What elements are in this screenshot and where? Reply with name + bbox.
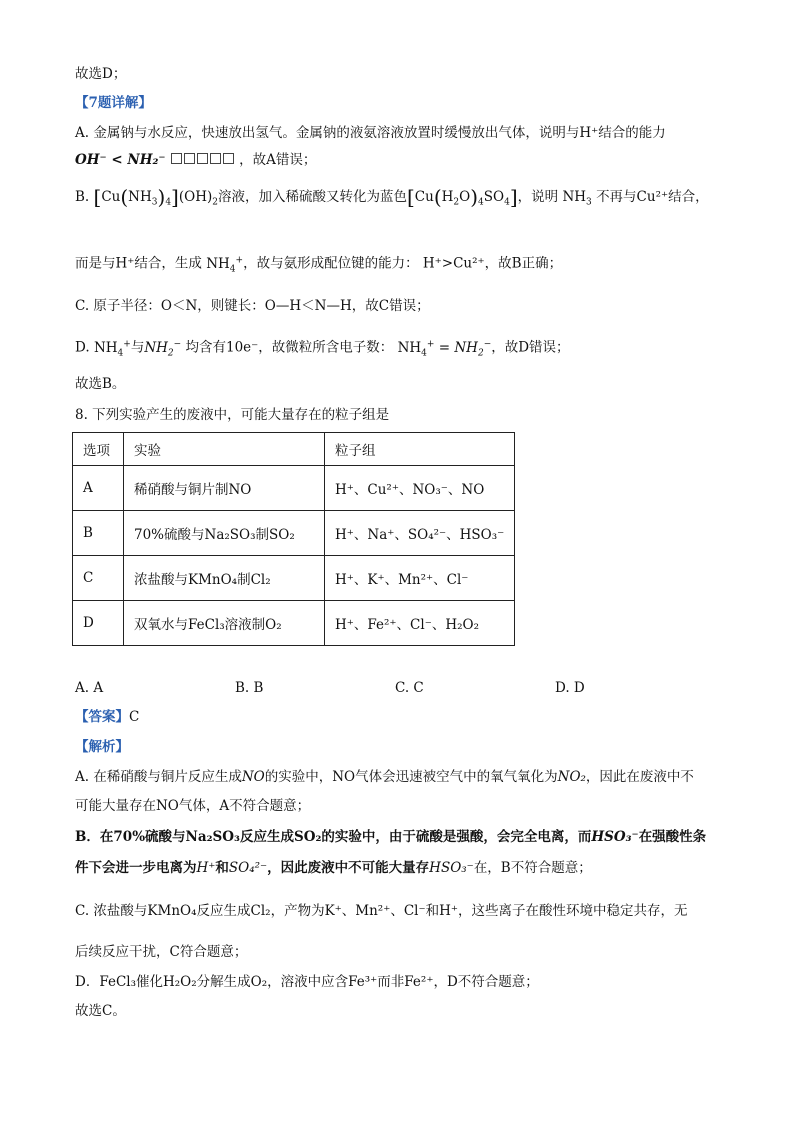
table-header-cell: 粒子组	[325, 433, 515, 466]
q7-option-b-line2	[75, 250, 562, 279]
choice-d: D. D	[555, 680, 585, 696]
q7-option-c: C. 原子半径：O＜N，则键长：O—H＜N—H，故C错误；	[75, 298, 430, 314]
q7-option-b-line1	[75, 187, 709, 213]
analysis-b2-end: 在，B不符合题意；	[473, 860, 592, 876]
analysis-b-line2	[75, 858, 592, 878]
no-formula: NO	[241, 769, 265, 785]
h-cu-comparison: H⁺>Cu²⁺	[422, 255, 485, 272]
ammonium-formula: $NH_4^+$	[93, 339, 131, 359]
q8-stem: 8. 下列实验产生的废液中，可能大量存在的粒子组是	[75, 407, 390, 423]
answer-value: C	[129, 709, 140, 725]
experiment-cell: 浓盐酸与KMnO₄制Cl₂	[124, 556, 325, 601]
analysis-a-mid: 的实验中，NO气体会迅速被空气中的氧气氧化为	[264, 769, 558, 785]
analysis-c-line1	[75, 901, 688, 921]
analysis-a-line2: 可能大量存在NO气体，A不符合题意；	[75, 798, 311, 814]
particles-cell: H⁺、Na⁺、SO₄²⁻、HSO₃⁻	[325, 511, 515, 556]
option-cell: C	[73, 556, 124, 601]
option-d-text2: 均含有10e⁻，故微粒所含电子数：	[185, 339, 394, 356]
option-d-text1: 与	[130, 339, 145, 356]
q7-conclusion: 故选B。	[75, 376, 126, 392]
table-row	[73, 511, 515, 556]
option-b-text1: 溶液，加入稀硫酸又转化为蓝色	[217, 189, 407, 205]
option-d-prefix: D.	[75, 339, 90, 356]
option-b-line2-start: 而是与H⁺结合，生成	[75, 255, 202, 272]
analysis-b2-mid: ，因此废液中不可能大量存	[267, 860, 430, 876]
experiment-cell: 双氧水与FeCl₃溶液制O₂	[124, 601, 325, 646]
q7-option-a-line1: A. 金属钠与水反应，快速放出氢气。金属钠的液氨溶液放置时缓慢放出气体，说明与H⁺结合的能力	[75, 125, 666, 141]
ammonia-formula: $NH_3$	[562, 189, 592, 208]
option-b-line2-mid: ，故与氨形成配位键的能力：	[243, 255, 419, 272]
analysis-c-line2: 后续反应干扰，C符合题意；	[75, 944, 248, 960]
analysis-a-pre: A. 在稀硝酸与铜片反应生成	[75, 769, 242, 785]
analysis-b-end: 在强酸性条	[638, 829, 707, 845]
particles-cell: H⁺、K⁺、Mn²⁺、Cl⁻	[325, 556, 515, 601]
q7-heading: 【7题详解】	[75, 95, 152, 111]
q7-option-d	[75, 334, 570, 363]
option-cell: A	[73, 466, 124, 511]
analysis-b-pre: B．在70%硫酸与Na₂SO₃反应生成SO₂的实验中，由于硫酸是强酸，会完全电离，而	[75, 829, 592, 845]
analysis-c-end: ，这些离子在酸性环境中稳定共存，无	[458, 903, 688, 919]
no2-formula: NO₂	[557, 769, 586, 785]
garbled-glyphs	[170, 152, 235, 168]
choice-a: A. A	[75, 680, 104, 696]
analysis-b-line1	[75, 827, 706, 847]
hydroxide-amide-formula: OH⁻ < NH₂⁻	[75, 152, 166, 168]
hso3-formula: HSO₃⁻	[429, 860, 474, 876]
particles-cell: H⁺、Fe²⁺、Cl⁻、H₂O₂	[325, 601, 515, 646]
ammonium-formula: $NH_4^+$	[206, 255, 244, 275]
answer-line	[75, 707, 139, 727]
option-cell: D	[73, 601, 124, 646]
complex-aqua-formula: $[Cu(H_2O)_4SO_4]$	[406, 185, 518, 209]
experiment-cell: 稀硝酸与铜片制NO	[124, 466, 325, 511]
choice-c: C. C	[395, 680, 424, 696]
analysis-b2-pre: 件下会进一步电离为	[75, 860, 197, 876]
electron-equality-formula: $NH_4^+ = NH_2^-$	[397, 339, 492, 359]
particles-cell: H⁺、Cu²⁺、NO₃⁻、NO	[325, 466, 515, 511]
table-row	[73, 601, 515, 646]
option-d-verdict: ，故D错误；	[491, 339, 570, 356]
so4-formula: SO₄²⁻	[228, 860, 268, 876]
option-b-text3: 不再与Cu²⁺结合，	[596, 189, 709, 205]
analysis-d-line: D．FeCl₃催化H₂O₂分解生成O₂，溶液中应含Fe³⁺而非Fe²⁺，D不符合题意；	[75, 974, 539, 990]
analysis-a-end: ，因此在废液中不	[585, 769, 694, 785]
option-b-prefix: B.	[75, 189, 90, 205]
table-header-row	[73, 433, 515, 466]
complex-ammine-formula: $[Cu(NH_3)_4](OH)_2$	[93, 185, 218, 209]
analysis-b2-and: 和	[215, 860, 229, 876]
product-ions-formula: K⁺、Mn²⁺、Cl⁻和H⁺	[324, 903, 459, 919]
analysis-a-line1	[75, 767, 694, 787]
table-row	[73, 466, 515, 511]
option-cell: B	[73, 511, 124, 556]
analysis-c-pre: C. 浓盐酸与KMnO₄反应生成Cl₂，产物为	[75, 903, 325, 919]
option-a-verdict: ，故A错误；	[239, 152, 317, 168]
q7-option-a-line2	[75, 150, 316, 170]
amide-formula: $NH_2^-$	[144, 339, 182, 359]
q8-options-table	[72, 432, 515, 646]
analysis-conclusion: 故选C。	[75, 1003, 126, 1019]
hso3-formula: HSO₃⁻	[591, 829, 639, 845]
table-header-cell: 实验	[124, 433, 325, 466]
answer-choices	[75, 680, 715, 696]
choice-b: B. B	[235, 680, 264, 696]
option-b-text2: ，说明	[517, 189, 559, 205]
answer-label: 【答案】	[75, 709, 129, 725]
table-row	[73, 556, 515, 601]
experiment-cell: 70%硫酸与Na₂SO₃制SO₂	[124, 511, 325, 556]
h-ion-formula: H⁺	[196, 860, 216, 876]
analysis-label: 【解析】	[75, 739, 129, 755]
prev-conclusion: 故选D；	[75, 66, 127, 82]
option-b-verdict: ，故B正确；	[484, 255, 563, 272]
table-header-cell: 选项	[73, 433, 124, 466]
